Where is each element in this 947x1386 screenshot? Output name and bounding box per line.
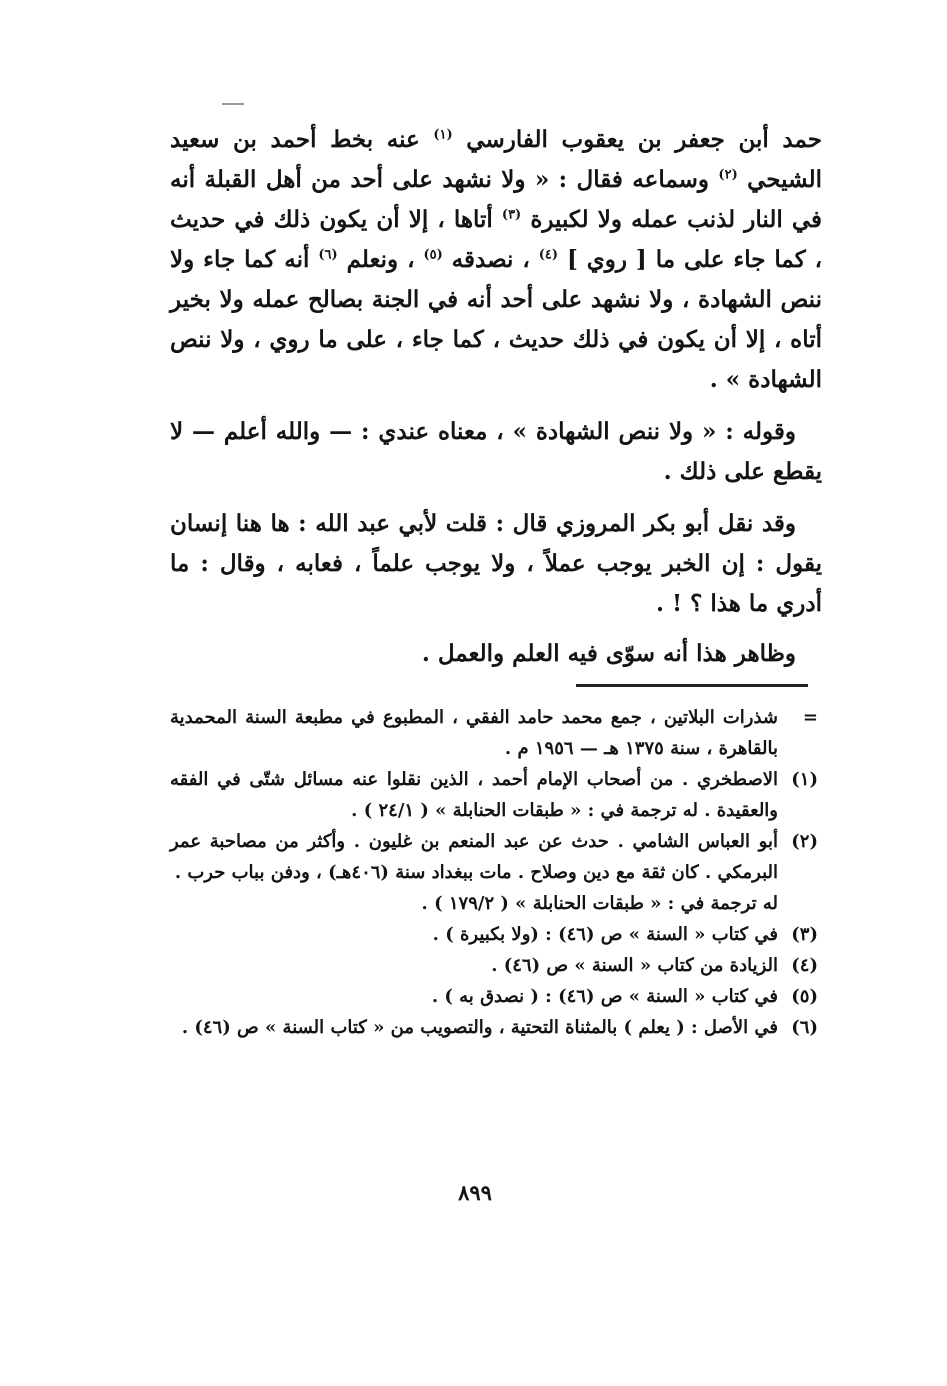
footnote-text-block: [170, 826, 778, 919]
paragraph-1: [170, 120, 822, 400]
text-run: ، ونعلم: [346, 246, 415, 273]
footnote-text: في الأصل : ( يعلم ) بالمثناة التحتية ، والتصويب من « كتاب السنة » ص (٤٦) .: [181, 1017, 778, 1038]
text-run: عنه بخط أحمد بن سعيد الشيحي: [170, 126, 822, 193]
text-run: حمد أبن جعفر بن يعقوب الفارسي: [466, 126, 822, 153]
text-run: أنه كما جاء ولا ننص الشهادة ، ولا نشهد على أحد أنه في الجنة بصالح عمله ولا بخير أتاه ، إلا أن يكون في ذلك حديث ، كما جاء ، على ما روي ، ولا ننص الشهادة » .: [170, 246, 822, 393]
footnote-ref-2: (٢): [718, 167, 738, 183]
footnote-ref-6: (٦): [318, 247, 338, 263]
footnotes-section: [170, 702, 818, 1043]
footnote-separator: [576, 684, 808, 687]
footnote-text: أبو العباس الشامي . حدث عن عبد المنعم بن غليون . وأكثر من مصاحبة عمر البرمكي . كان ثقة مع دين وصلاح . مات ببغداد سنة (٤٠٦هـ) ، ودفن بباب حرب .: [170, 831, 778, 883]
footnote-text: الزيادة من كتاب « السنة » ص (٤٦) .: [491, 955, 778, 976]
footnote-4: [170, 950, 818, 981]
footnote-mark: (٤): [791, 955, 818, 976]
paragraph-2: وقوله : « ولا ننص الشهادة » ، معناه عندي : — والله أعلم — لا يقطع على ذلك .: [170, 418, 822, 485]
footnote-ref-5: (٥): [423, 247, 443, 263]
footnote-mark: (٢): [791, 831, 818, 852]
footnote-ref-1: (١): [433, 127, 453, 143]
footnote-ref-4: (٤): [538, 247, 559, 263]
text-run: ، نصدقه: [451, 246, 530, 273]
footnote-3: [170, 919, 818, 950]
footnote-mark: (٣): [791, 924, 818, 945]
footnote-2: [170, 826, 818, 919]
footnote-mark: (٦): [791, 1017, 818, 1038]
text-run: وسماعه فقال : « ولا نشهد على أحد من أهل القبلة أنه في النار لذنب عمله ولا لكبيرة: [170, 166, 823, 233]
footnote-mark: =: [802, 707, 818, 728]
footnote-ref-3: (٣): [501, 207, 522, 223]
footnote-continuation: [170, 702, 818, 764]
footnote-1: [170, 764, 818, 826]
footnote-subtext: له ترجمة في : « طبقات الحنابلة » ( ١٧٩/٢ ) .: [421, 893, 778, 914]
top-scan-mark: [222, 103, 244, 105]
footnote-text: في كتاب « السنة » ص (٤٦) : (ولا بكبيرة ) .: [432, 924, 778, 945]
footnote-5: [170, 981, 818, 1012]
footnote-mark: (٥): [791, 986, 818, 1007]
footnote-6: [170, 1012, 818, 1043]
footnote-text: في كتاب « السنة » ص (٤٦) : ( نصدق به ) .: [431, 986, 778, 1007]
text-run: أتاها ، إلا أن يكون ذلك في حديث ، كما جاء على ما [ روي ]: [170, 206, 822, 273]
footnote-mark: (١): [791, 769, 818, 790]
paragraph-3: وقد نقل أبو بكر المروزي قال : قلت لأبي عبد الله : ها هنا إنسان يقول : إن الخبر يوجب عملاً ، ولا يوجب علماً ، فعابه ، وقال : ما أدري ما هذا ؟ ! .: [170, 510, 822, 617]
footnote-text: الاصطخري . من أصحاب الإمام أحمد ، الذين نقلوا عنه مسائل شتّى في الفقه والعقيدة . له ترجمة في : « طبقات الحنابلة » ( ٢٤/١ ) .: [170, 769, 778, 821]
main-body-text: [170, 120, 822, 674]
page-number: ٨٩٩: [458, 1180, 492, 1205]
paragraph-4: وظاهر هذا أنه سوّى فيه العلم والعمل .: [421, 640, 796, 667]
footnote-text: شذرات البلاتين ، جمع محمد حامد الفقي ، المطبوع في مطبعة السنة المحمدية بالقاهرة ، سنة ١٣٧٥ هـ — ١٩٥٦ م .: [170, 707, 778, 759]
